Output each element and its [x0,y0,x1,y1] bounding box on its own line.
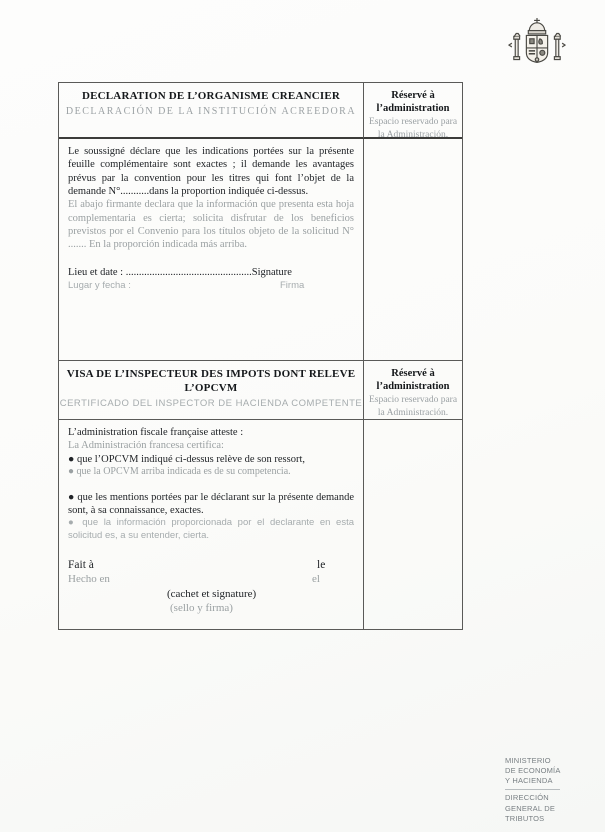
hecho-en-label: Hecho en [68,572,110,585]
form-table [58,82,463,630]
bullet1-es: ● que la OPCVM arriba indicada es de su competencia. [68,465,291,477]
hecho-en-line [68,573,354,587]
date-signature-line-fr: Lieu et date : ................................................Signature [68,266,292,278]
date-label-es: Lugar y fecha : [68,279,131,291]
cachet-signature-fr: (cachet et signature) [167,587,257,600]
ministry-line: DE ECONOMÍA [505,766,561,776]
attestation-line-fr: L’administration fiscale française atteste : [68,427,244,438]
section2-header-cell [59,361,364,420]
section1-reserved-es: Espacio reservado para la Administración. [368,117,458,140]
direction-line: TRIBUTOS [505,813,545,823]
section1-title-es: DECLARACIÓN DE LA INSTITUCIÓN ACREEDORA [65,105,357,117]
section2-admin-space-cell [364,420,462,629]
spain-coat-of-arms-icon [508,16,566,78]
le-label: le [317,559,326,572]
section1-reserved-fr: Réservé à l’administration [376,90,450,115]
section2-body-cell [59,420,364,629]
bullet2-fr: ● que les mentions portées par le déclarant sur la présente demande sont, à sa connaissance, exactes. [68,491,354,516]
section2-title-fr: VISA DE L’INSPECTEUR DES IMPOTS DONT RELEVE L’OPCVM [66,368,356,394]
ministry-footer [505,756,577,824]
section2-title-es: CERTIFICADO DEL INSPECTOR DE HACIENDA COMPETENTE [59,397,363,409]
ministry-line: Y HACIENDA [505,776,553,786]
direction-line: GENERAL DE [505,803,556,813]
section1-admin-space-cell [364,139,462,361]
section1-reserved-cell [364,83,462,139]
attestation-line-es: La Administración francesa certifica: [68,440,224,452]
bullet1-fr: ● que l’OPCVM indiqué ci-dessus relève de son ressort, [68,453,306,465]
date-signature-line-es [68,280,354,292]
signature-label-es: Firma [280,279,305,291]
section1-header-cell [59,83,364,139]
declaration-paragraph-es: El abajo firmante declara que la información que presenta esta hoja complementaria es cierta; solicita disfrutar de los beneficios previstos por el Convenio para los títulos objeto de la solicitud N° ....... En la proporción indicada más arriba. [68,199,354,251]
section1-body-cell [59,139,364,361]
section2-reserved-cell [364,361,462,420]
fait-a-line [68,558,354,573]
section2-reserved-es: Espacio reservado para la Administración. [368,395,458,418]
date-signature-block [68,266,354,292]
direction-line: DIRECCIÓN [505,793,549,803]
bullet2-es: ● que la información proporcionada por el declarante en esta solicitud es, a su entender, cierta. [68,517,354,541]
section2-reserved-fr: Réservé à l’administration [376,368,450,393]
ministry-line: MINISTERIO [505,756,551,765]
footer-divider [505,789,560,790]
declaration-paragraph-fr: Le soussigné déclare que les indications portées sur la présente feuille complémentaire sont exactes ; il demande les avantages prévus par la convention pour les titres qui font l’objet de la demande N°...........dans la proportion indiquée ci-dessus. [68,146,354,197]
fait-a-label: Fait à [68,559,94,572]
el-label: el [312,572,320,585]
section1-title-fr: DECLARATION DE L’ORGANISME CREANCIER [81,90,341,102]
cachet-signature-es: (sello y firma) [170,601,233,614]
